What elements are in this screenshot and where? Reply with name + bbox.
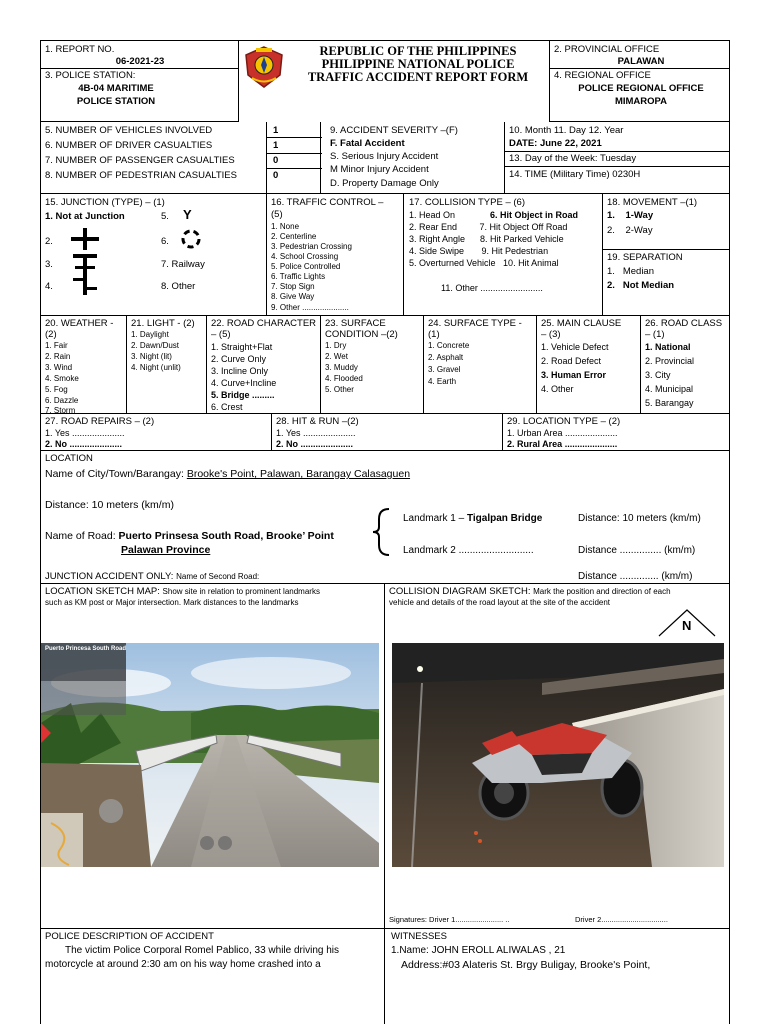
hitrun-no: 2. No ..................... <box>276 439 354 449</box>
coll-sub1: Mark the position and direction of each <box>533 587 671 596</box>
road-value1: Puerto Prinsesa South Road, Brooke’ Point <box>118 530 334 542</box>
road-class-cell <box>641 316 730 414</box>
row-junction <box>41 194 730 316</box>
title-line1: REPUBLIC OF THE PHILIPPINES <box>319 44 517 58</box>
driver1-signature: Signatures: Driver 1....................... .. <box>389 915 510 924</box>
prov-value: PALAWAN <box>617 56 665 67</box>
road-char-label1: 22. ROAD CHARACTER <box>211 318 317 329</box>
road-char-item: 3. Incline Only <box>211 366 269 376</box>
reg-line2: MIMAROPA <box>614 96 668 107</box>
main-clause-item: 1. Vehicle Defect <box>541 342 609 352</box>
road-char-item: 4. Curve+Incline <box>211 378 277 388</box>
collision-label: 17. COLLISION TYPE – (6) <box>409 197 525 208</box>
location-distance: Distance: 10 meters (km/m) <box>45 499 174 511</box>
road-class-item: 1. National <box>645 342 691 352</box>
light-cell <box>127 316 207 414</box>
landmark2-distance: Distance ............... (km/m) <box>578 545 696 556</box>
coll-sub2: vehicle and details of the road layout at the site of the accident <box>389 598 611 607</box>
report-no-value: 06-2021-23 <box>115 56 165 67</box>
collision-row2: 2. Rear End 7. Hit Object Off Road <box>409 222 568 232</box>
description-section <box>41 929 730 1024</box>
collision-row4: 4. Side Swipe 9. Hit Pedestrian <box>409 246 549 256</box>
prov-label: 2. PROVINCIAL OFFICE <box>554 44 660 55</box>
street-view-title: Puerto Princesa South Road <box>45 646 127 652</box>
junction-item3: 3. <box>45 259 53 270</box>
main-clause-label2: – (3) <box>541 329 561 340</box>
report-no-label: 1. REPORT NO. <box>45 44 115 55</box>
junction-label: 15. JUNCTION (TYPE) – (1) <box>45 197 165 208</box>
road-class-label2: – (1) <box>645 329 665 340</box>
traffic-control-item: 8. Give Way <box>271 292 315 301</box>
row-counts <box>41 122 730 194</box>
surface-cond-item: 5. Other <box>325 385 354 394</box>
main-clause-item: 4. Other <box>541 384 574 394</box>
road-char-item: 1. Straight+Flat <box>211 342 273 352</box>
severity-fatal: F. Fatal Accident <box>330 138 405 149</box>
main-clause-item: 3. Human Error <box>541 370 607 380</box>
surface-cond-item: 4. Flooded <box>325 374 363 383</box>
weather-label2: (2) <box>45 329 57 340</box>
driver2-signature: Driver 2................................ <box>575 915 668 924</box>
junction-item8: 8. Other <box>161 281 196 292</box>
road-class-item: 2. Provincial <box>645 356 695 366</box>
pedestrian-label: 8. NUMBER OF PEDESTRIAN CASUALTIES <box>45 170 237 181</box>
severity-serious: S. Serious Injury Accident <box>330 151 439 162</box>
surface-cond-item: 1. Dry <box>325 341 347 350</box>
separation-item2: 2. Not Median <box>607 280 675 291</box>
description-line2: motorcycle at around 2:30 am on his way home crashed into a <box>45 959 321 970</box>
vehicles-label: 5. NUMBER OF VEHICLES INVOLVED <box>45 125 213 136</box>
weather-item: 4. Smoke <box>45 374 79 383</box>
movement-label: 18. MOVEMENT –(1) <box>607 197 698 208</box>
accident-scene-image <box>392 643 724 867</box>
separation-item1: 1. Median <box>607 266 654 277</box>
city-label: Name of City/Town/Barangay: <box>45 468 187 480</box>
cross-junction-icon <box>71 228 99 250</box>
traffic-control-cell <box>266 194 404 316</box>
collision-row1a: 1. Head On <box>409 210 456 220</box>
junction-item6: 6. <box>161 236 169 247</box>
surface-type-item: 1. Concrete <box>428 341 470 350</box>
description-label: POLICE DESCRIPTION OF ACCIDENT <box>45 931 214 942</box>
road-class-item: 3. City <box>645 370 671 380</box>
road-char-item: 5. Bridge ......... <box>211 390 275 400</box>
main-clause-cell <box>537 316 641 414</box>
traffic-control-item: 1. None <box>271 222 300 231</box>
landmark1-distance: Distance: 10 meters (km/m) <box>578 513 701 524</box>
vehicles-value: 1 <box>273 125 279 136</box>
witness-name: 1.Name: JOHN EROLL ALIWALAS , 21 <box>391 945 566 956</box>
reg-label: 4. REGIONAL OFFICE <box>554 70 651 81</box>
map-sub1: Show site in relation to prominent landmarks <box>162 587 320 596</box>
hitrun-label: 28. HIT & RUN –(2) <box>276 416 359 427</box>
date-value: DATE: June 22, 2021 <box>509 138 602 149</box>
divider <box>603 249 730 250</box>
junction-item7: 7. Railway <box>161 259 205 270</box>
movement-item1: 1. 1-Way <box>607 210 654 221</box>
map-label-text: LOCATION SKETCH MAP: <box>45 586 163 597</box>
loctype-urban: 1. Urban Area ..................... <box>507 428 618 438</box>
surface-type-label2: (1) <box>428 329 440 340</box>
divider <box>267 137 322 138</box>
severity-minor: M Minor Injury Accident <box>330 164 429 175</box>
junction-item2: 2. <box>45 236 53 247</box>
counts-values <box>266 122 321 194</box>
traffic-control-item: 7. Stop Sign <box>271 282 315 291</box>
light-item: 2. Dawn/Dust <box>131 341 180 350</box>
weather-item: 2. Rain <box>45 352 71 361</box>
light-item: 1. Daylight <box>131 330 169 339</box>
light-item: 3. Night (lit) <box>131 352 172 361</box>
pnp-seal-icon <box>242 45 286 89</box>
traffic-control-item: 4. School Crossing <box>271 252 339 261</box>
station-line1: 4B-04 MARITIME <box>78 83 154 94</box>
road-name <box>45 529 334 543</box>
divider <box>550 68 730 69</box>
separation-label: 19. SEPARATION <box>607 252 683 263</box>
repairs-label: 27. ROAD REPAIRS – (2) <box>45 416 155 427</box>
surface-cond-item: 3. Muddy <box>325 363 358 372</box>
description-cell <box>41 929 385 1024</box>
location-city <box>45 467 410 481</box>
collision-row5: 5. Overturned Vehicle 10. Hit Animal <box>409 258 559 268</box>
surface-type-item: 3. Gravel <box>428 365 461 374</box>
time-value: 14. TIME (Military Time) 0230H <box>509 169 641 180</box>
title-line3: TRAFFIC ACCIDENT REPORT FORM <box>307 70 529 84</box>
second-road-label: Name of Second Road: <box>176 572 260 581</box>
road-value2: Palawan Province <box>121 544 211 556</box>
surface-type-item: 2. Asphalt <box>428 353 464 362</box>
day-of-week: 13. Day of the Week: Tuesday <box>509 153 637 164</box>
landmark2: Landmark 2 ........................... <box>403 545 534 556</box>
traffic-control-item: 6. Traffic Lights <box>271 272 326 281</box>
station-label: 3. POLICE STATION: <box>45 70 136 81</box>
witness-address: Address:#03 Alateris St. Brgy Buligay, Brooke's Point, <box>401 959 651 971</box>
surface-cond-item: 2. Wet <box>325 352 348 361</box>
road-character-cell <box>207 316 321 414</box>
junction-item5: 5. <box>161 211 169 222</box>
t-junction-icon <box>71 251 99 273</box>
row-conditions <box>41 316 730 414</box>
loctype-rural: 2. Rural Area ..................... <box>507 439 618 449</box>
road-class-item: 5. Barangay <box>645 398 694 408</box>
surface-type-item: 4. Earth <box>428 377 457 386</box>
driver-value: 1 <box>273 140 279 151</box>
pedestrian-value: 0 <box>273 170 279 181</box>
collision-row1b: 6. Hit Object in Road <box>490 210 579 220</box>
roundabout-icon <box>179 228 203 250</box>
road-char-item: 6. Crest <box>211 402 243 412</box>
severity-damage: D. Property Damage Only <box>330 178 439 189</box>
collision-row3: 3. Right Angle 8. Hit Parked Vehicle <box>409 234 564 244</box>
passenger-value: 0 <box>273 155 279 166</box>
city-value: Brooke's Point, Palawan, Barangay Calasaguen <box>186 468 411 480</box>
date-cell <box>504 122 730 194</box>
main-clause-label1: 25. MAIN CLAUSE <box>541 318 622 329</box>
traffic-accident-report-form <box>40 40 730 1024</box>
road-char-label2: – (5) <box>211 329 231 340</box>
reg-line1: POLICE REGIONAL OFFICE <box>578 83 704 94</box>
north-label: N <box>682 618 692 633</box>
weather-label1: 20. WEATHER - <box>45 318 114 329</box>
surface-cond-label2: CONDITION –(2) <box>325 329 398 340</box>
traffic-control-item: 5. Police Controlled <box>271 262 341 271</box>
weather-item: 5. Fog <box>45 385 68 394</box>
description-line1: The victim Police Corporal Romel Pablico, 33 while driving his <box>65 945 339 956</box>
divider <box>267 153 322 154</box>
location-sketch-cell <box>41 584 385 929</box>
junction-item5-value: Y <box>183 207 192 222</box>
road-label: Name of Road: <box>45 530 119 542</box>
weather-item: 7. Storm <box>45 406 76 415</box>
divider <box>505 151 730 152</box>
coll-label-text: COLLISION DIAGRAM SKETCH: <box>389 586 534 597</box>
junction-accident <box>45 571 259 583</box>
junction-item4: 4. <box>45 281 53 292</box>
road-class-label1: 26. ROAD CLASS <box>645 318 723 329</box>
landmark1 <box>403 513 542 525</box>
traffic-control-item: 2. Centerline <box>271 232 317 241</box>
accident-scene-photo <box>392 643 724 867</box>
title-cell <box>239 41 549 122</box>
traffic-control-label1: 16. TRAFFIC CONTROL – <box>271 197 384 208</box>
report-station-cell <box>41 41 239 122</box>
street-view-photo <box>41 643 379 867</box>
severity-label: 9. ACCIDENT SEVERITY –(F) <box>330 125 458 136</box>
hit-run-cell <box>271 414 503 451</box>
divider <box>41 68 239 69</box>
weather-cell <box>41 316 127 414</box>
road-char-item: 2. Curve Only <box>211 354 267 364</box>
weather-item: 6. Dazzle <box>45 396 79 405</box>
light-item: 4. Night (unlit) <box>131 363 181 372</box>
loctype-label: 29. LOCATION TYPE – (2) <box>507 416 621 427</box>
collision-sketch-cell <box>385 584 730 929</box>
landmark1-value: Tigalpan Bridge <box>466 513 543 524</box>
location-label: LOCATION <box>45 453 93 464</box>
main-clause-item: 2. Road Defect <box>541 356 602 366</box>
divider <box>267 168 322 169</box>
surface-type-cell <box>424 316 537 414</box>
station-line2: POLICE STATION <box>76 96 156 107</box>
row-repairs <box>41 414 730 451</box>
traffic-control-item: 9. Other ..................... <box>271 303 349 312</box>
repairs-no: 2. No ..................... <box>45 439 123 449</box>
hitrun-yes: 1. Yes ..................... <box>276 428 356 438</box>
driver-label: 6. NUMBER OF DRIVER CASUALTIES <box>45 140 213 151</box>
office-cell <box>549 41 730 122</box>
surface-cond-label1: 23. SURFACE <box>325 318 386 329</box>
traffic-control-item: 3. Pedestrian Crossing <box>271 242 352 251</box>
passenger-label: 7. NUMBER OF PASSENGER CASUALTIES <box>45 155 235 166</box>
junction-item1: 1. Not at Junction <box>45 211 125 222</box>
title-line2: PHILIPPINE NATIONAL POLICE <box>321 57 515 71</box>
divider <box>505 166 730 167</box>
staggered-junction-icon <box>71 273 99 295</box>
date-labels: 10. Month 11. Day 12. Year <box>509 125 624 136</box>
collision-row11: 11. Other ......................... <box>441 283 543 293</box>
witnesses-label: WITNESSES <box>391 931 447 942</box>
junction-accident-label: JUNCTION ACCIDENT ONLY: <box>45 571 177 582</box>
location-section <box>41 451 730 584</box>
road-class-item: 4. Municipal <box>645 384 694 394</box>
brace-icon <box>371 507 393 557</box>
landmark1-label: Landmark 1 – <box>403 513 467 524</box>
surface-type-label1: 24. SURFACE TYPE - <box>428 318 522 329</box>
surface-condition-cell <box>321 316 424 414</box>
traffic-control-label2: (5) <box>271 209 283 220</box>
weather-item: 3. Wind <box>45 363 73 372</box>
sketch-section <box>41 584 730 929</box>
movement-item2: 2. 2-Way <box>607 225 653 236</box>
map-sub2: such as KM post or Major intersection. Mark distances to the landmarks <box>45 598 299 607</box>
repairs-yes: 1. Yes ..................... <box>45 428 125 438</box>
weather-item: 1. Fair <box>45 341 68 350</box>
light-label: 21. LIGHT - (2) <box>131 318 195 329</box>
street-view-image <box>41 643 379 867</box>
junction-distance: Distance .............. (km/m) <box>578 571 693 582</box>
movement-cell <box>602 194 730 316</box>
